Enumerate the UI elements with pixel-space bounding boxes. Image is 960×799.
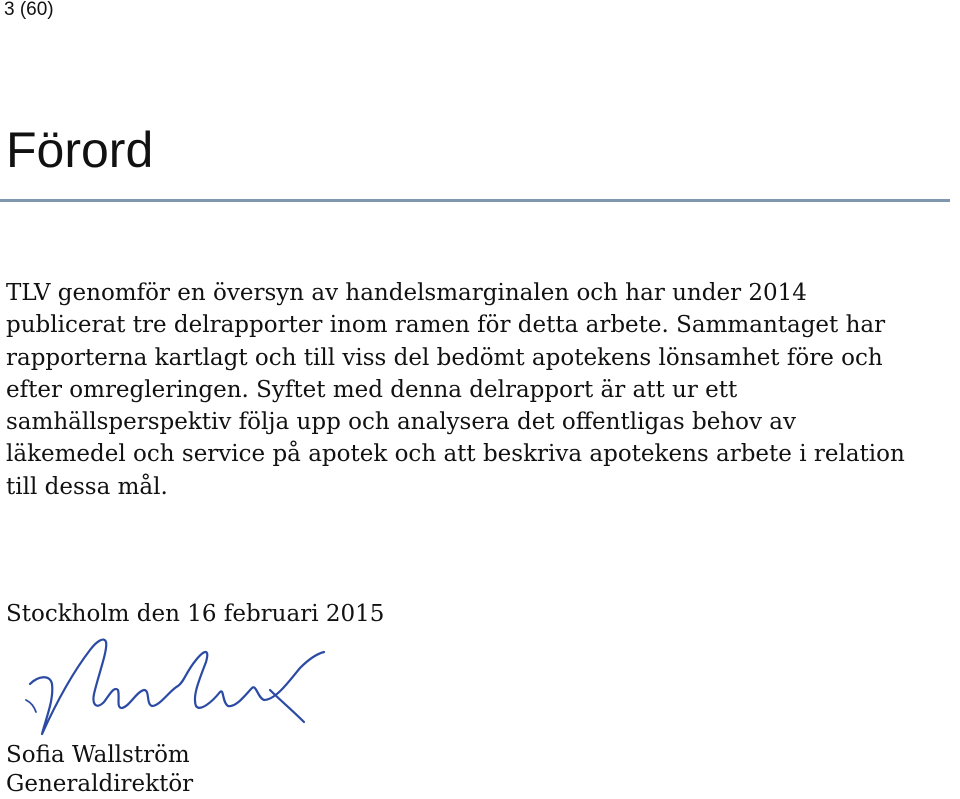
- paragraph-line: rapporterna kartlagt och till viss del bedömt apotekens lönsamhet före och: [6, 344, 883, 371]
- signature: [20, 630, 340, 742]
- signature-stroke: [30, 640, 324, 734]
- paragraph-line: samhällsperspektiv följa upp och analysera det offentligas behov av: [6, 409, 796, 436]
- signature-stroke: [270, 690, 304, 722]
- paragraph-line: läkemedel och service på apotek och att beskriva apotekens arbete i relation: [6, 441, 905, 468]
- place-and-date: Stockholm den 16 februari 2015: [6, 601, 385, 627]
- signatory-name: Sofia Wallström: [6, 742, 190, 768]
- heading-rule: [0, 199, 950, 202]
- paragraph-line: publicerat tre delrapporter inom ramen för detta arbete. Sammantaget har: [6, 312, 886, 339]
- page-number: 3 (60): [4, 0, 54, 20]
- paragraph-line: till dessa mål.: [6, 473, 168, 500]
- preface-paragraph: [6, 277, 905, 503]
- page-title: Förord: [6, 122, 154, 178]
- paragraph-line: efter omregleringen. Syftet med denna delrapport är att ur ett: [6, 376, 738, 403]
- signatory-title: Generaldirektör: [6, 771, 194, 797]
- paragraph-line: TLV genomför en översyn av handelsmarginalen och har under 2014: [6, 280, 807, 306]
- signature-stroke: [26, 700, 36, 712]
